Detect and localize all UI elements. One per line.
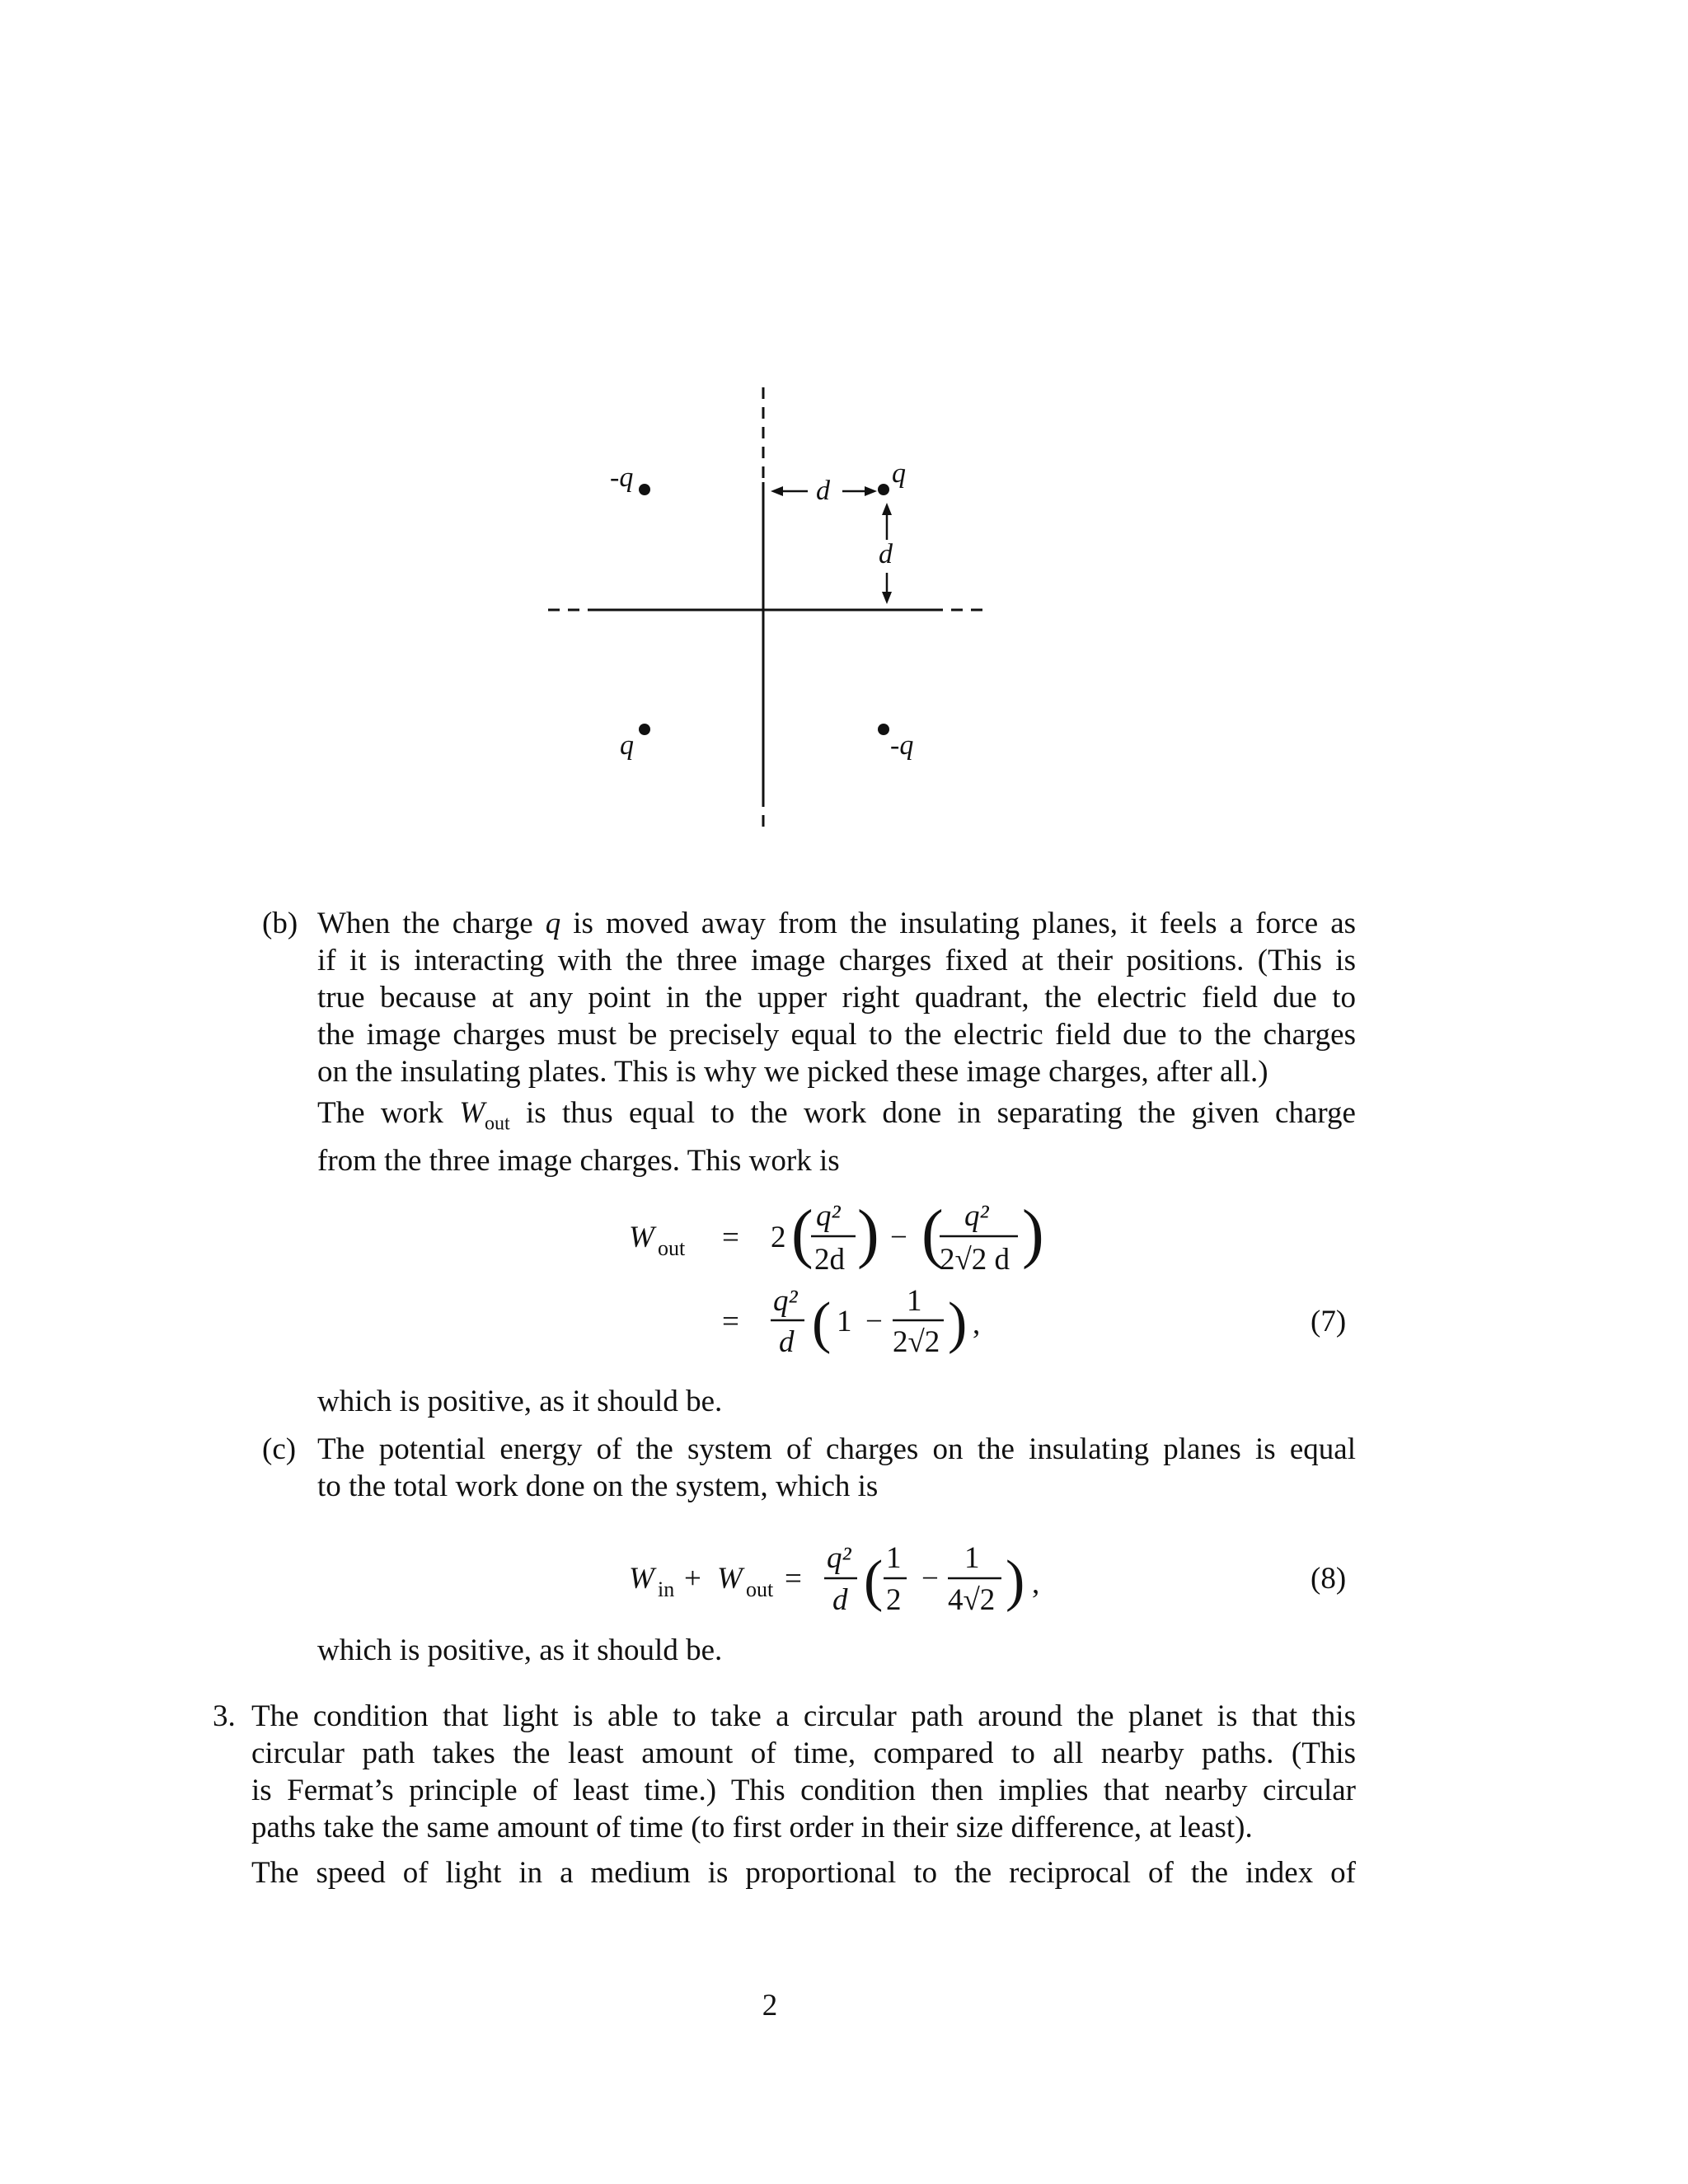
label-neg-q-bottom: -q [890, 730, 914, 761]
eq8-number: (8) [1311, 1562, 1347, 1596]
eq7-row2-num: q² [773, 1284, 798, 1318]
part-b-label: (b) [262, 907, 298, 940]
eq8-num: q² [827, 1541, 851, 1575]
eq8-f1-den: 2 [886, 1583, 902, 1617]
part-c-line-2: to the total work done on the system, which is [317, 1469, 879, 1503]
inline-q-symbol: q [545, 907, 561, 940]
eq7-den2: 2√2 d [940, 1243, 1010, 1277]
work-text-pre: The work [317, 1096, 443, 1130]
w-sub-out: out [485, 1113, 510, 1135]
eq8-lhs2: W [717, 1562, 743, 1596]
after-b-text [317, 1383, 1356, 1420]
part-c-label: (c) [262, 1432, 297, 1466]
after-c-text [317, 1632, 1356, 1669]
charge-neg-q-top-left [639, 484, 650, 495]
part-b-paragraph-2 [317, 1094, 1356, 1179]
eq7-lhs: W [629, 1221, 654, 1254]
part-b-line-1: When the charge q is moved away from the insulating planes, it feels a force as [317, 907, 1357, 940]
eq7-paren-close-1: ) [857, 1197, 879, 1270]
eq8-lhs2-sub: out [746, 1577, 774, 1601]
eq7-row2-fden: 2√2 [893, 1325, 940, 1359]
eq7-num2: q² [964, 1199, 989, 1233]
charge-q-bottom-left [639, 724, 650, 735]
eq7-den1: 2d [814, 1243, 845, 1277]
after-c-line: which is positive, as it should be. [317, 1633, 723, 1667]
eq7-lhs-sub: out [658, 1236, 686, 1260]
after-b-line: which is positive, as it should be. [317, 1385, 723, 1418]
eq7-minus: − [890, 1221, 907, 1254]
item-3-line-3: is Fermat’s principle of least time.) This condition then implies that nearby circular [251, 1774, 1356, 1807]
part-b-line-4: the image charges must be precisely equal to the electric field due to the charges [317, 1018, 1356, 1052]
eq8-eq: = [785, 1562, 802, 1596]
part-b-line-3: true because at any point in the upper right quadrant, the electric field due to [317, 981, 1356, 1015]
part-b-line-5: on the insulating plates. This is why we picked these image charges, after all.) [317, 1055, 1268, 1089]
eq7-eq-2: = [722, 1305, 739, 1338]
item-3-p2-line-1: The speed of light in a medium is proportional to the reciprocal of the index of [251, 1856, 1356, 1890]
eq7-paren-open-2: ( [921, 1197, 944, 1270]
w-symbol: W [459, 1096, 485, 1130]
eq7-row2-one: 1 [837, 1305, 852, 1338]
item-3-paragraph [251, 1698, 1356, 1846]
item-3-line-1: The condition that light is able to take a circular path around the planet is that this [251, 1699, 1356, 1733]
eq8-paren-close: ) [1006, 1549, 1025, 1613]
image-charge-diagram [0, 0, 1688, 865]
eq7-coef: 2 [771, 1221, 786, 1254]
label-d-vertical: d [879, 539, 893, 569]
equation-8 [0, 1529, 1688, 1636]
part-b-paragraph [317, 905, 1356, 1090]
eq7-row2-minus: − [865, 1305, 883, 1338]
eq8-lhs1: W [629, 1562, 654, 1596]
eq8-comma: , [1032, 1567, 1040, 1601]
item-3-line-4: paths take the same amount of time (to first order in their size difference, at least). [251, 1811, 1253, 1844]
eq7-number: (7) [1311, 1305, 1347, 1338]
equation-7 [0, 1187, 1688, 1401]
label-q-bottom: q [620, 730, 634, 761]
label-q-top: q [892, 458, 906, 489]
eq8-plus: + [684, 1562, 701, 1596]
item-3-line-2: circular path takes the least amount of time, compared to all nearby paths. (This [251, 1736, 1356, 1770]
eq7-paren-open-1: ( [791, 1197, 814, 1270]
eq7-paren-open-3: ( [812, 1291, 832, 1355]
eq8-f2-num: 1 [964, 1541, 980, 1575]
eq8-lhs1-sub: in [658, 1577, 675, 1601]
work-text-post: is thus equal to the work done in separating the given charge [526, 1096, 1356, 1130]
charge-neg-q-bottom-right [878, 724, 889, 735]
eq7-num1: q² [816, 1199, 841, 1233]
eq7-comma: , [973, 1307, 981, 1341]
part-b-line-2: if it is interacting with the three image charges fixed at their positions. (This is [317, 944, 1356, 977]
eq7-row2-den: d [779, 1325, 795, 1359]
eq8-paren-open: ( [864, 1549, 884, 1613]
eq7-eq-1: = [722, 1221, 739, 1254]
item-3-paragraph-2 [251, 1854, 1356, 1891]
page-number: 2 [762, 1989, 778, 2022]
eq7-paren-close-2: ) [1022, 1197, 1044, 1270]
item-3-label: 3. [213, 1699, 236, 1733]
part-c-line-1: The potential energy of the system of charges on the insulating planes is equal [317, 1432, 1356, 1466]
eq8-den: d [832, 1583, 848, 1617]
part-b-p2-line-2: from the three image charges. This work is [317, 1144, 840, 1179]
part-b-p2-line-1 [317, 1094, 1356, 1142]
eq8-f1-num: 1 [886, 1541, 902, 1575]
charge-q-top-right [878, 484, 889, 495]
eq7-paren-close-3: ) [948, 1291, 968, 1355]
eq8-minus: − [921, 1562, 939, 1596]
eq7-row2-fnum: 1 [907, 1284, 922, 1318]
eq8-f2-den: 4√2 [948, 1583, 996, 1617]
label-neg-q-top: -q [610, 462, 634, 493]
label-d-horizontal: d [816, 476, 830, 506]
part-c-paragraph [317, 1431, 1356, 1505]
